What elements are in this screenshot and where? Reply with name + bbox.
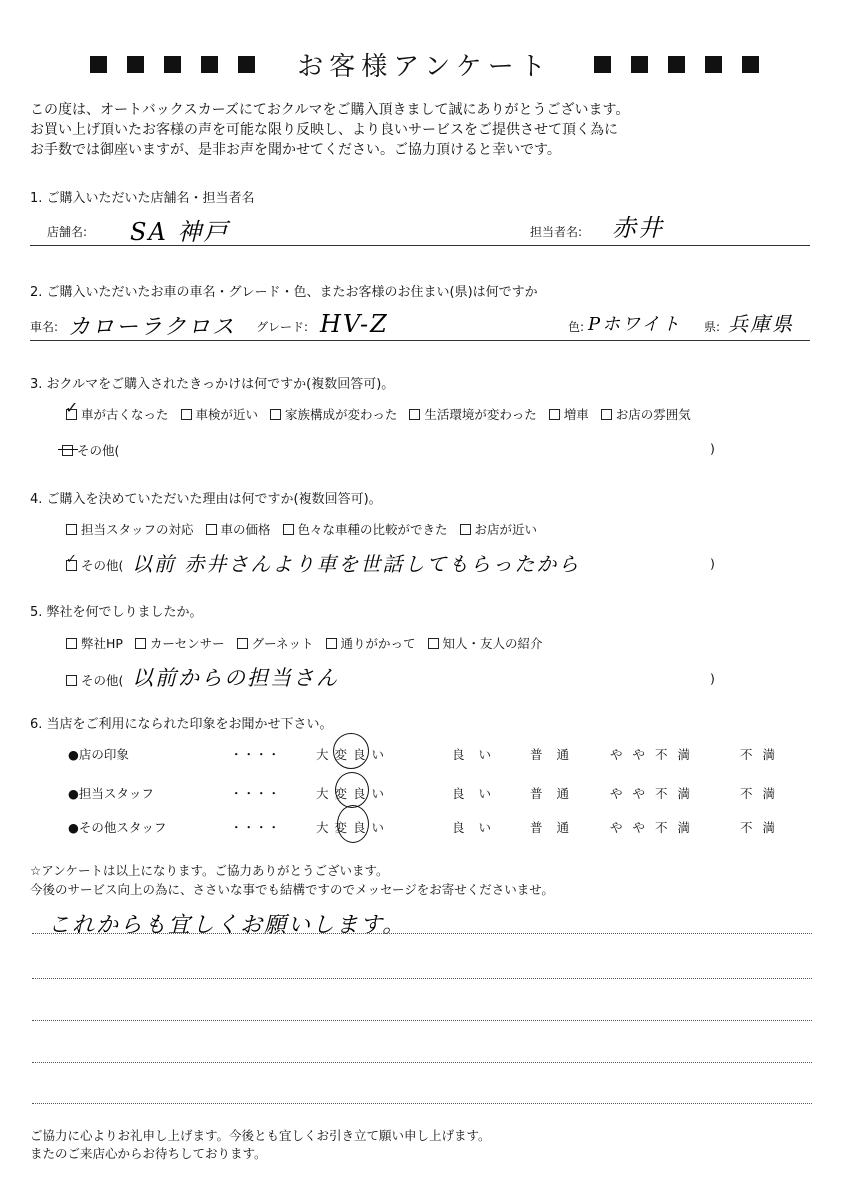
scale-dissatisfied[interactable]: 不満 xyxy=(740,786,786,801)
option-label: 車の価格 xyxy=(220,522,271,537)
q5-option-passing[interactable] xyxy=(326,636,416,651)
scale-good[interactable]: 良い xyxy=(452,820,506,835)
q4-other-close: ) xyxy=(710,556,715,571)
q3-options xyxy=(65,398,699,423)
other-label: その他( xyxy=(77,443,120,458)
car-label: 車名: xyxy=(30,320,59,334)
square-icon xyxy=(668,56,685,73)
closing-text xyxy=(30,1127,491,1163)
dots: ・・・・ xyxy=(230,820,281,835)
intro-line: お手数では御座いますが、是非お声を聞かせてください。ご協力頂けると幸いです。 xyxy=(30,142,561,158)
message-line xyxy=(32,1062,812,1063)
rating-row-label: ●店の印象 xyxy=(68,747,129,762)
q3-option-inspection[interactable] xyxy=(181,407,259,422)
q5-option-goonet[interactable] xyxy=(237,636,314,651)
q5-other[interactable] xyxy=(66,671,123,689)
staff-value[interactable]: 赤井 xyxy=(612,214,664,242)
option-label: お店の雰囲気 xyxy=(615,407,691,422)
scale-dissatisfied[interactable]: 不満 xyxy=(740,747,786,762)
message-line xyxy=(32,1020,812,1021)
q1-underline xyxy=(30,245,810,246)
intro-text xyxy=(30,100,629,160)
scale-good[interactable]: 良い xyxy=(452,747,506,762)
q6-question: 6. 当店をご利用になられた印象をお聞かせ下さい。 xyxy=(30,717,333,732)
intro-line: この度は、オートバックスカーズにておクルマをご購入頂きまして誠にありがとうございます。 xyxy=(30,102,630,118)
q3-option-additional[interactable] xyxy=(549,407,589,422)
q5-options xyxy=(66,634,551,652)
option-label: 生活環境が変わった xyxy=(424,407,537,422)
checkbox-icon[interactable] xyxy=(66,638,77,649)
q5-option-referral[interactable] xyxy=(428,636,543,651)
closing-line: またのご来店心からお待ちしております。 xyxy=(30,1146,267,1161)
square-icon xyxy=(238,56,255,73)
q4-option-staff[interactable] xyxy=(66,522,194,537)
square-icon xyxy=(631,56,648,73)
q3-option-lifestyle[interactable] xyxy=(409,407,536,422)
checkbox-icon[interactable] xyxy=(428,638,439,649)
option-label: 車が古くなった xyxy=(81,407,169,422)
q4-other[interactable] xyxy=(66,552,124,574)
square-icon xyxy=(164,56,181,73)
rating-row-staff xyxy=(0,784,849,804)
scale-normal[interactable]: 普通 xyxy=(530,747,584,762)
store-value[interactable]: SA 神戸 xyxy=(130,218,230,246)
pref-label: 県: xyxy=(704,320,721,334)
checkbox-icon[interactable] xyxy=(237,638,248,649)
scale-dissatisfied[interactable]: 不満 xyxy=(740,820,786,835)
scale-very-good[interactable]: 大変良い xyxy=(316,820,391,835)
message-lead-2: 今後のサービス向上の為に、ささいな事でも結構ですのでメッセージをお寄せくださいませ。 xyxy=(30,882,554,897)
message-value[interactable]: これからも宜しくお願いします。 xyxy=(48,913,407,938)
option-label: 車検が近い xyxy=(195,407,259,422)
q3-other[interactable] xyxy=(62,441,119,459)
rating-row-label: ●その他スタッフ xyxy=(68,820,167,835)
car-value[interactable]: カローラクロス xyxy=(68,315,237,340)
other-label: その他( xyxy=(81,673,124,688)
closing-line: ご協力に心よりお礼申し上げます。今後とも宜しくお引き立て願い申し上げます。 xyxy=(30,1128,491,1143)
scale-slightly-dissatisfied[interactable]: やや不満 xyxy=(610,820,701,835)
q5-question: 5. 弊社を何でしりましたか。 xyxy=(30,605,203,620)
option-label: 担当スタッフの対応 xyxy=(81,522,194,537)
square-icon xyxy=(90,56,107,73)
rating-row-store xyxy=(0,745,849,765)
checkbox-checked-icon[interactable]: ✓ xyxy=(66,409,77,420)
q2-underline xyxy=(30,340,810,341)
scale-very-good[interactable]: 大変良い xyxy=(316,786,391,801)
selected-circle-mark xyxy=(333,733,369,769)
option-label: 通りがかって xyxy=(340,636,416,651)
scale-very-good[interactable]: 大変良い xyxy=(316,747,391,762)
dots: ・・・・ xyxy=(230,747,281,762)
pref-value[interactable]: 兵庫県 xyxy=(728,312,794,336)
q4-options xyxy=(66,520,545,538)
selected-circle-mark xyxy=(337,805,369,843)
option-label: お店が近い xyxy=(474,522,538,537)
checkbox-icon[interactable] xyxy=(549,409,560,420)
q2-question: 2. ご購入いただいたお車の車名・グレード・色、またお客様のお住まい(県)は何ですか xyxy=(30,285,538,300)
checkbox-checked-icon[interactable]: ✓ xyxy=(66,560,77,571)
title-text: お客様アンケート xyxy=(297,52,552,82)
color-label: 色: xyxy=(568,320,585,334)
checkbox-icon[interactable] xyxy=(326,638,337,649)
square-icon xyxy=(705,56,722,73)
q5-other-close: ) xyxy=(710,671,715,686)
scale-good[interactable]: 良い xyxy=(452,786,506,801)
q3-option-old-car[interactable] xyxy=(65,398,169,422)
option-label: グーネット xyxy=(251,636,314,651)
q4-other-value[interactable]: 以前 赤井さんより車を世話してもらったから xyxy=(132,552,581,576)
square-icon xyxy=(742,56,759,73)
option-label: 色々な車種の比較ができた xyxy=(297,522,448,537)
checkbox-icon[interactable] xyxy=(460,524,471,535)
q5-other-value[interactable]: 以前からの担当さん xyxy=(132,666,339,690)
option-label: カーセンサー xyxy=(149,636,225,651)
q5-option-hp[interactable] xyxy=(66,636,123,651)
option-label: 知人・友人の紹介 xyxy=(442,636,543,651)
square-icon xyxy=(127,56,144,73)
checkbox-icon[interactable] xyxy=(270,409,281,420)
checkbox-icon[interactable] xyxy=(206,524,217,535)
grade-value[interactable]: HV-Z xyxy=(320,310,389,338)
scale-normal[interactable]: 普通 xyxy=(530,786,584,801)
checkbox-icon[interactable] xyxy=(135,638,146,649)
scale-slightly-dissatisfied[interactable]: やや不満 xyxy=(610,747,701,762)
q3-option-family[interactable] xyxy=(270,407,397,422)
checkbox-icon[interactable] xyxy=(601,409,612,420)
checkbox-icon[interactable] xyxy=(181,409,192,420)
q4-option-price[interactable] xyxy=(206,522,271,537)
selected-circle-mark xyxy=(335,772,369,808)
store-label: 店舗名: xyxy=(47,225,88,239)
checkbox-icon[interactable] xyxy=(66,524,77,535)
q5-option-carsensor[interactable] xyxy=(135,636,225,651)
message-line xyxy=(32,933,812,934)
message-line xyxy=(32,978,812,979)
q4-option-compare[interactable] xyxy=(283,522,448,537)
scale-slightly-dissatisfied[interactable]: やや不満 xyxy=(610,786,701,801)
option-label: 家族構成が変わった xyxy=(285,407,398,422)
color-value[interactable]: Pホワイト xyxy=(588,314,682,335)
checkbox-icon[interactable] xyxy=(66,675,77,686)
page-title xyxy=(0,46,849,83)
q3-question: 3. おクルマをご購入されたきっかけは何ですか(複数回答可)。 xyxy=(30,377,395,392)
intro-line: お買い上げ頂いたお客様の声を可能な限り反映し、より良いサービスをご提供させて頂く為に xyxy=(30,122,618,138)
rating-row-other-staff xyxy=(0,818,849,838)
checkbox-struck-icon[interactable] xyxy=(62,445,73,456)
scale-normal[interactable]: 普通 xyxy=(530,820,584,835)
other-label: その他( xyxy=(81,558,124,573)
option-label: 増車 xyxy=(563,407,589,422)
staff-label: 担当者名: xyxy=(530,225,583,239)
q3-other-close: ) xyxy=(710,441,715,456)
square-icon xyxy=(594,56,611,73)
dots: ・・・・ xyxy=(230,786,281,801)
square-icon xyxy=(201,56,218,73)
rating-row-label: ●担当スタッフ xyxy=(68,786,154,801)
message-lead-1: ☆アンケートは以上になります。ご協力ありがとうございます。 xyxy=(30,863,389,878)
q1-question: 1. ご購入いただいた店舗名・担当者名 xyxy=(30,191,255,206)
checkbox-icon[interactable] xyxy=(283,524,294,535)
q3-option-atmosphere[interactable] xyxy=(601,407,691,422)
option-label: 弊社HP xyxy=(81,636,123,651)
q4-question: 4. ご購入を決めていただいた理由は何ですか(複数回答可)。 xyxy=(30,492,382,507)
grade-label: グレード: xyxy=(256,320,309,334)
checkbox-icon[interactable] xyxy=(409,409,420,420)
message-line xyxy=(32,1103,812,1104)
q4-option-near[interactable] xyxy=(460,522,538,537)
